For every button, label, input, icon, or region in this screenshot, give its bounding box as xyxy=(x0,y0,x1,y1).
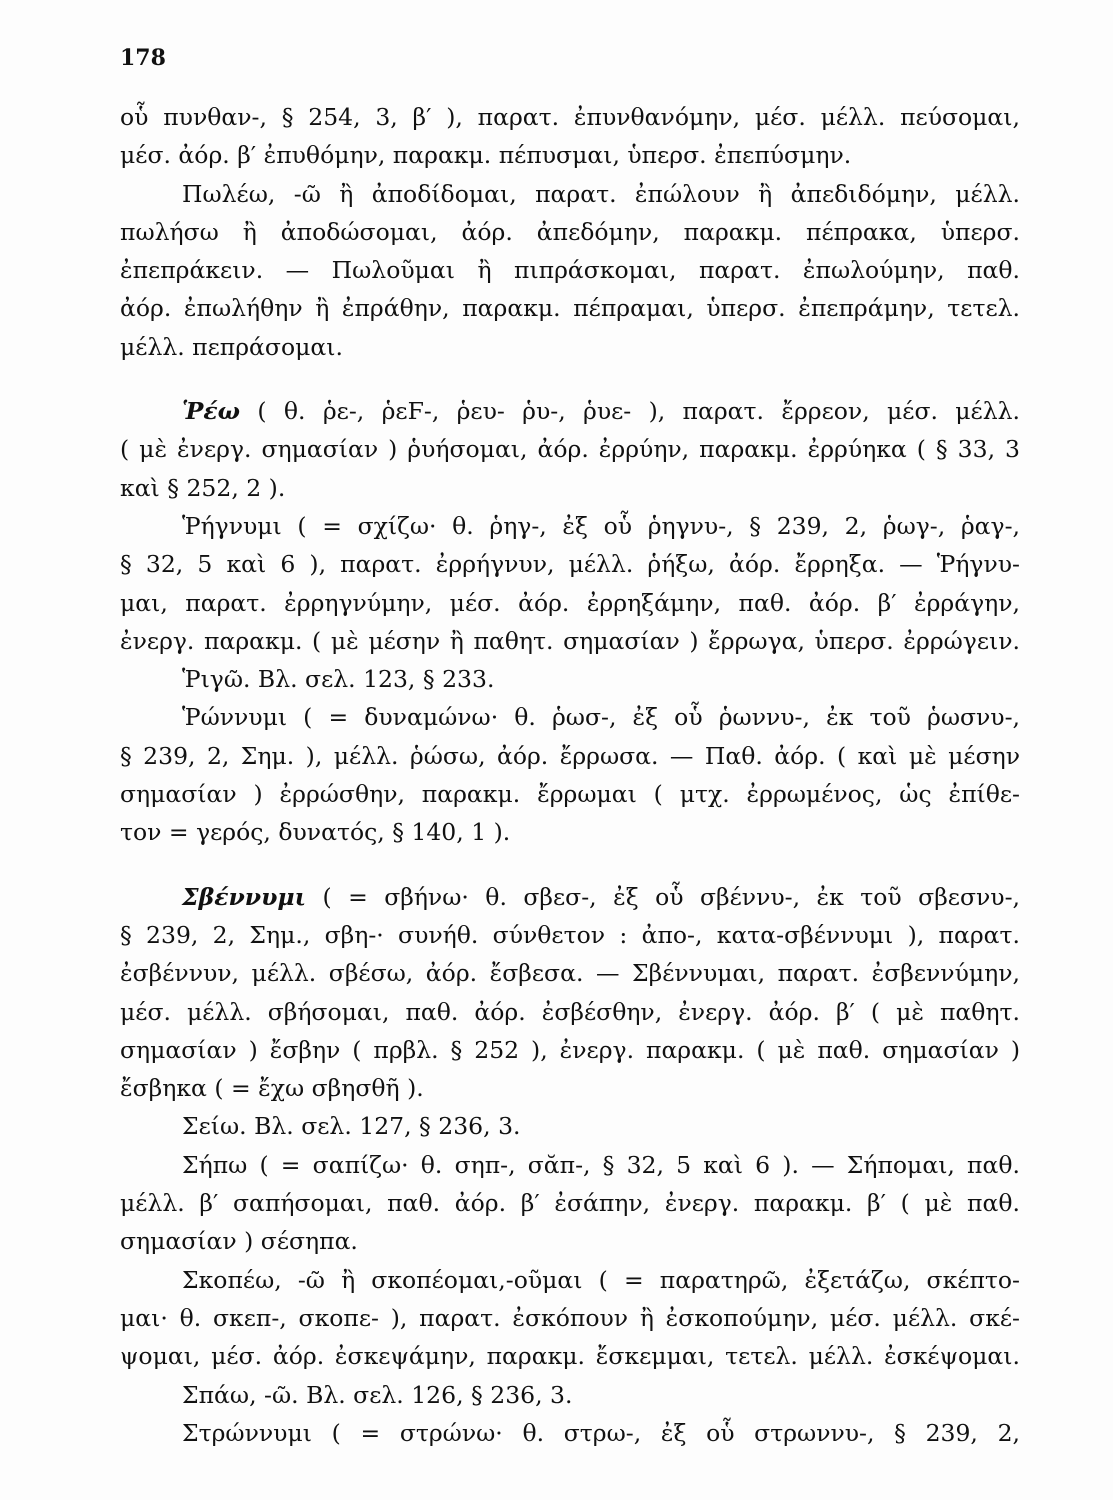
line-text: § 239, 2, Σημ., σβη-· συνήθ. σύνθετον : ἀπο-, κατα-σβέννυμι ), παρατ. xyxy=(120,920,1020,949)
line-text: ( θ. ῥε-, ῥεϜ-, ῥευ- ῥυ-, ῥυε- ), παρατ. ἔρρεον, μέσ. μέλλ. xyxy=(240,397,1020,426)
line-text: πωλήσω ἢ ἀποδώσομαι, ἀόρ. ἀπεδόμην, παρακμ. πέπρακα, ὑπερσ. xyxy=(120,217,1020,246)
line-text: μαι, παρατ. ἐρρηγνύμην, μέσ. ἀόρ. ἐρρηξάμην, παθ. ἀόρ. β′ ἐρράγην, xyxy=(120,588,1020,617)
line-text: καὶ § 252, 2 ). xyxy=(120,473,286,502)
text-line xyxy=(120,1031,1020,1069)
text-line xyxy=(120,545,1020,583)
text-line xyxy=(120,1414,1020,1452)
paragraph-gap xyxy=(120,366,1020,392)
line-text: μέσ. ἀόρ. β′ ἐπυθόμην, παρακμ. πέπυσμαι, ὑπερσ. ἐπεπύσμην. xyxy=(120,141,852,170)
line-text: μέσ. μέλλ. σβήσομαι, παθ. ἀόρ. ἐσβέσθην, ἐνεργ. ἀόρ. β′ ( μὲ παθητ. xyxy=(120,997,1020,1026)
line-text: σημασίαν ) σέσηπα. xyxy=(120,1227,358,1256)
line-text: ἐπεπράκειν. — Πωλοῦμαι ἢ πιπράσκομαι, παρατ. ἐπωλούμην, παθ. xyxy=(120,256,1020,285)
text-line xyxy=(120,660,1020,698)
line-text: ἀόρ. ἐπωλήθην ἢ ἐπράθην, παρακμ. πέπραμαι, ὑπερσ. ἐπεπράμην, τετελ. xyxy=(120,294,1020,323)
text-line xyxy=(120,775,1020,813)
line-text: § 239, 2, Σημ. ), μέλλ. ῥώσω, ἀόρ. ἔρρωσα. — Παθ. ἀόρ. ( καὶ μὲ μέσην xyxy=(120,741,1020,770)
text-line xyxy=(120,1184,1020,1222)
line-text: Ῥώννυμι ( = δυναμώνω· θ. ῥωσ-, ἐξ οὗ ῥωννυ-, ἐκ τοῦ ῥωσνυ-, xyxy=(182,703,1020,732)
text-line xyxy=(120,430,1020,468)
headword: Σβέννυμι xyxy=(182,882,306,911)
line-text: Σκοπέω, -ῶ ἢ σκοπέομαι,-οῦμαι ( = παρατηρῶ, ἐξετάζω, σκέπτο- xyxy=(182,1265,1020,1294)
text-line xyxy=(120,954,1020,992)
line-text: ( μὲ ἐνεργ. σημασίαν ) ῥυήσομαι, ἀόρ. ἐρρύην, παρακμ. ἐρρύηκα ( § 33, 3 xyxy=(120,435,1020,464)
text-line xyxy=(120,328,1020,366)
text-line xyxy=(120,813,1020,851)
text-line xyxy=(120,469,1020,507)
text-line xyxy=(120,507,1020,545)
text-line xyxy=(120,1299,1020,1337)
text-line xyxy=(120,916,1020,954)
page-number: 178 xyxy=(120,45,166,71)
text-line xyxy=(120,392,1020,430)
text-line xyxy=(120,993,1020,1031)
line-text: Ῥιγῶ. Βλ. σελ. 123, § 233. xyxy=(182,665,495,694)
text-line xyxy=(120,1146,1020,1184)
text-line xyxy=(120,1222,1020,1260)
text-line xyxy=(120,584,1020,622)
line-text: ( = σβήνω· θ. σβεσ-, ἐξ οὗ σβέννυ-, ἐκ τοῦ σβεσνυ-, xyxy=(306,882,1020,911)
text-line xyxy=(120,98,1020,136)
line-text: Στρώννυμι ( = στρώνω· θ. στρω-, ἐξ οὗ στρωννυ-, § 239, 2, xyxy=(182,1418,1020,1447)
text-line xyxy=(120,878,1020,916)
line-text: ἐνεργ. παρακμ. ( μὲ μέσην ἢ παθητ. σημασίαν ) ἔρρωγα, ὑπερσ. ἐρρώγειν. xyxy=(120,626,1020,655)
text-line xyxy=(120,1376,1020,1414)
text-line xyxy=(120,289,1020,327)
line-text: οὗ πυνθαν-, § 254, 3, β′ ), παρατ. ἐπυνθανόμην, μέσ. μέλλ. πεύσομαι, xyxy=(120,103,1020,131)
line-text: ψομαι, μέσ. ἀόρ. ἐσκεψάμην, παρακμ. ἔσκεμμαι, τετελ. μέλλ. ἐσκέψομαι. xyxy=(120,1342,1020,1371)
text-line xyxy=(120,175,1020,213)
text-line xyxy=(120,213,1020,251)
line-text: μαι· θ. σκεπ-, σκοπε- ), παρατ. ἐσκόπουν ἢ ἐσκοπούμην, μέσ. μέλλ. σκέ- xyxy=(120,1303,1020,1332)
line-text: Πωλέω, -ῶ ἢ ἀποδίδομαι, παρατ. ἐπώλουν ἢ ἀπεδιδόμην, μέλλ. xyxy=(182,179,1020,208)
line-text: σημασίαν ) ἐρρώσθην, παρακμ. ἔρρωμαι ( μτχ. ἐρρωμένος, ὡς ἐπίθε- xyxy=(120,780,1020,809)
line-text: § 32, 5 καὶ 6 ), παρατ. ἐρρήγνυν, μέλλ. ῥήξω, ἀόρ. ἔρρηξα. — Ῥήγνυ- xyxy=(120,550,1020,579)
line-text: Ῥήγνυμι ( = σχίζω· θ. ῥηγ-, ἐξ οὗ ῥηγνυ-, § 239, 2, ῥωγ-, ῥαγ-, xyxy=(182,511,1020,540)
text-line xyxy=(120,1261,1020,1299)
line-text: Σήπω ( = σαπίζω· θ. σηπ-, σᾰπ-, § 32, 5 καὶ 6 ). — Σήπομαι, παθ. xyxy=(182,1150,1020,1179)
page-text xyxy=(120,98,1020,1452)
text-line xyxy=(120,698,1020,736)
text-line xyxy=(120,1107,1020,1145)
line-text: Σπάω, -ῶ. Βλ. σελ. 126, § 236, 3. xyxy=(182,1380,573,1409)
line-text: τον = γερός, δυνατός, § 140, 1 ). xyxy=(120,818,511,847)
line-text: μέλλ. πεπράσομαι. xyxy=(120,332,343,361)
text-line xyxy=(120,622,1020,660)
paragraph-gap xyxy=(120,852,1020,878)
line-text: ἐσβέννυν, μέλλ. σβέσω, ἀόρ. ἔσβεσα. — Σβέννυμαι, παρατ. ἐσβεννύμην, xyxy=(120,959,1020,988)
line-text: μέλλ. β′ σαπήσομαι, παθ. ἀόρ. β′ ἐσάπην, ἐνεργ. παρακμ. β′ ( μὲ παθ. xyxy=(120,1189,1020,1218)
text-line xyxy=(120,136,1020,174)
line-text: Σείω. Βλ. σελ. 127, § 236, 3. xyxy=(182,1112,521,1141)
line-text: ἔσβηκα ( = ἔχω σβησθῆ ). xyxy=(120,1074,424,1103)
text-line xyxy=(120,1069,1020,1107)
text-line xyxy=(120,1337,1020,1375)
line-text: σημασίαν ) ἔσβην ( πρβλ. § 252 ), ἐνεργ. παρακμ. ( μὲ παθ. σημασίαν ) xyxy=(120,1035,1020,1064)
headword: Ῥέω xyxy=(182,397,241,426)
text-line xyxy=(120,251,1020,289)
text-line xyxy=(120,737,1020,775)
